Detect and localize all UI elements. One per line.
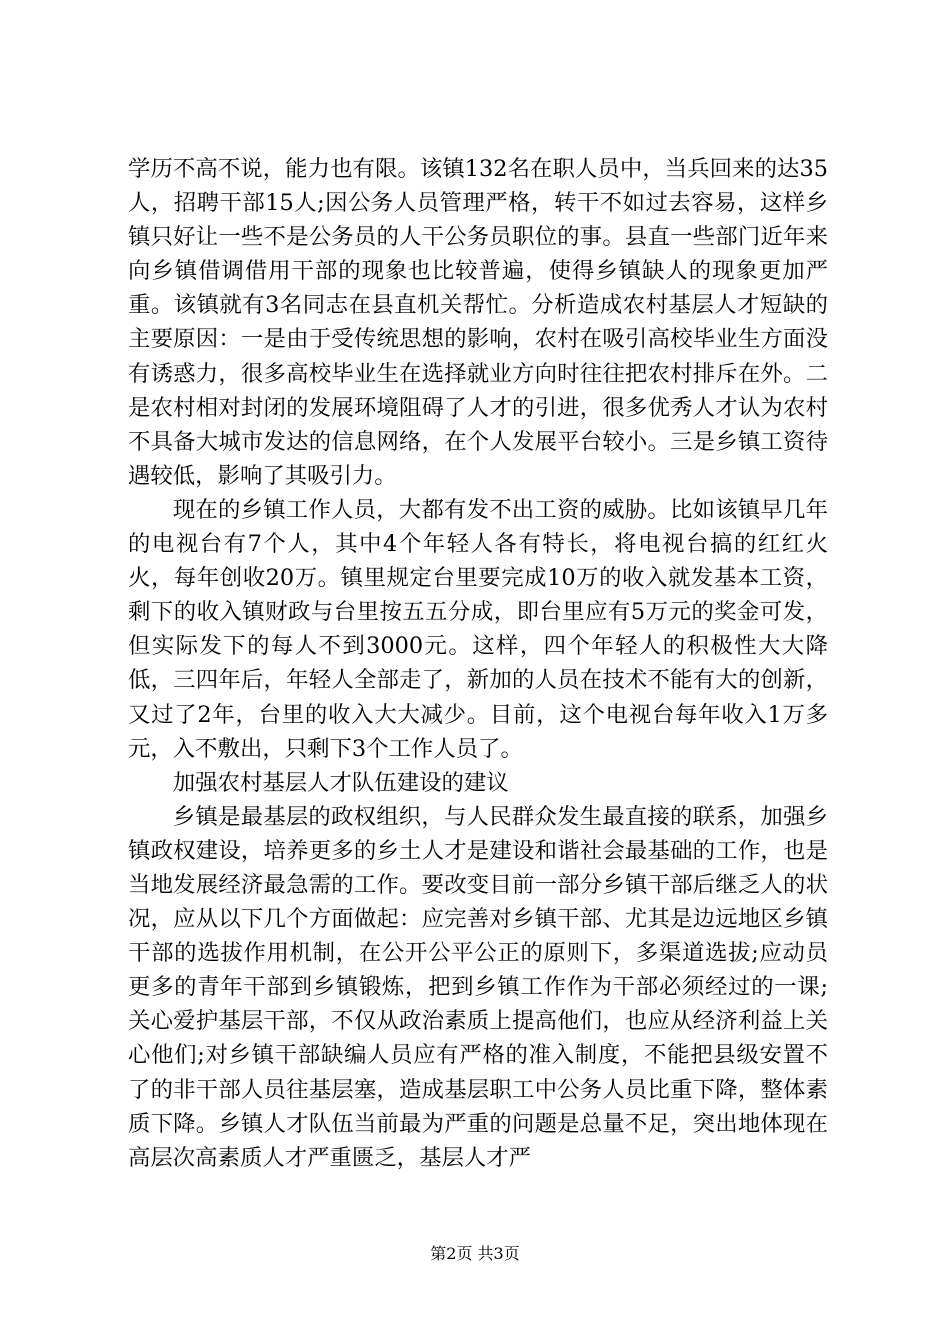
document-body — [128, 152, 828, 1175]
page-number-footer: 第2页 共3页 — [430, 1244, 520, 1263]
paragraph-continuation: 学历不高不说，能力也有限。该镇132名在职人员中，当兵回来的达35人，招聘干部15人;因公务人员管理严格，转干不如过去容易，这样乡镇只好让一些不是公务员的人干公务员职位的事。县直一些部门近年来向乡镇借调借用干部的现象也比较普遍，使得乡镇缺人的现象更加严重。该镇就有3名同志在县直机关帮忙。分析造成农村基层人才短缺的主要原因：一是由于受传统思想的影响，农村在吸引高校毕业生方面没有诱惑力，很多高校毕业生在选择就业方向时往往把农村排斥在外。二是农村相对封闭的发展环境阻碍了人才的引进，很多优秀人才认为农村不具备大城市发达的信息网络，在个人发展平台较小。三是乡镇工资待遇较低，影响了其吸引力。 — [128, 156, 828, 489]
paragraph-suggestions: 乡镇是最基层的政权组织，与人民群众发生最直接的联系，加强乡镇政权建设，培养更多的乡土人才是建设和谐社会最基础的工作，也是当地发展经济最急需的工作。要改变目前一部分乡镇干部后继乏人的状况，应从以下几个方面做起：应完善对乡镇干部、尤其是边远地区乡镇干部的选拔作用机制，在公开公平公正的原则下，多渠道选拔;应动员更多的青年干部到乡镇锻炼，把到乡镇工作作为干部必须经过的一课;关心爱护基层干部，不仅从政治素质上提高他们，也应从经济利益上关心他们;对乡镇干部缺编人员应有严格的准入制度，不能把县级安置不了的非干部人员往基层塞，造成基层职工中公务人员比重下降，整体素质下降。乡镇人才队伍当前最为严重的问题是总量不足，突出地体现在高层次高素质人才严重匮乏，基层人才严 — [128, 803, 828, 1171]
paragraph-township-tv-station: 现在的乡镇工作人员，大都有发不出工资的威胁。比如该镇早几年的电视台有7个人，其中4个年轻人各有特长，将电视台搞的红红火火，每年创收20万。镇里规定台里要完成10万的收入就发基本工资，剩下的收入镇财政与台里按五五分成，即台里应有5万元的奖金可发，但实际发下的每人不到3000元。这样，四个年轻人的积极性大大降低，三四年后，年轻人全部走了，新加的人员在技术不能有大的创新，又过了2年，台里的收入大大减少。目前，这个电视台每年收入1万多元，入不敷出，只剩下3个工作人员了。 — [128, 496, 828, 762]
section-heading: 加强农村基层人才队伍建设的建议 — [172, 769, 509, 796]
